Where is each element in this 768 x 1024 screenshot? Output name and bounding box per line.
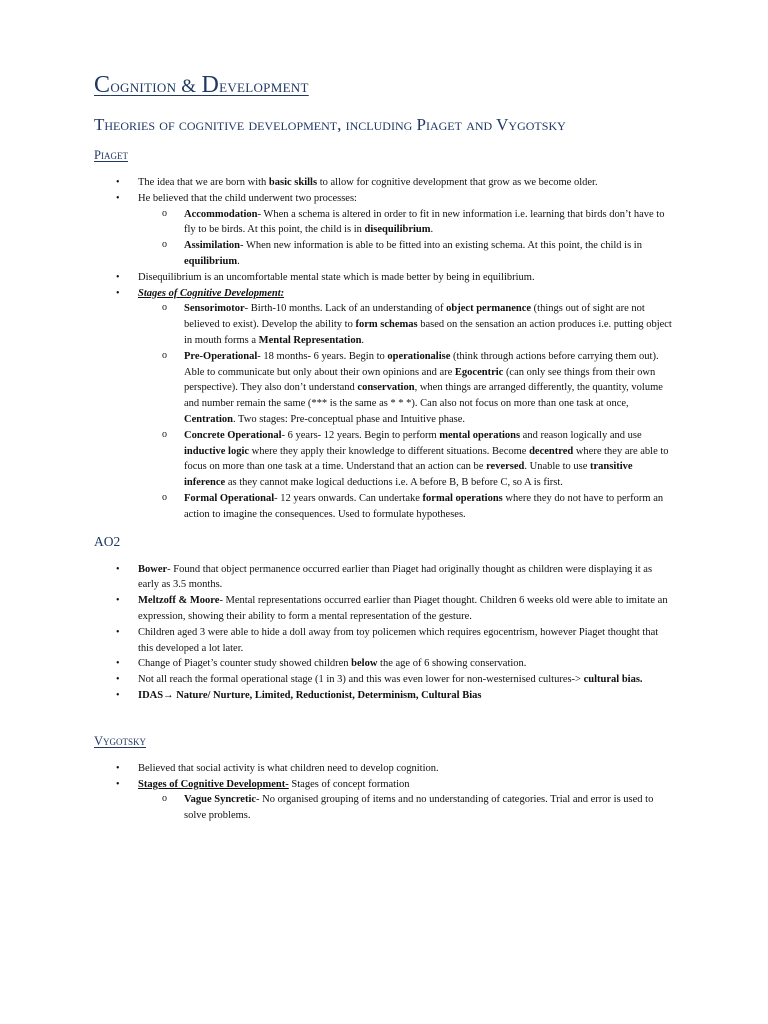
list-item: • Not all reach the formal operational stage (1 in 3) and this was even lower for non-westernised cultures-> cultural bias. [116,674,643,686]
page-subtitle: Theories of cognitive development, including Piaget and Vygotsky [94,115,566,134]
section-heading-vygotsky: Vygotsky [94,733,147,748]
list-item: • Bower- Found that object permanence occurred earlier than Piaget had originally thought as children were displaying it as early as 3.5 months. [116,563,653,591]
sub-list-item: o Assimilation- When new information is able to be fitted into an existing schema. At this point, the child is in equilibrium. [162,239,642,267]
sub-list-item: o Accommodation- When a schema is altered in order to fit in new information i.e. learning that birds don’t have to fly to be birds. At this point, the child is in disequilibrium. [162,207,665,236]
list-item: • Stages of Cognitive Development: o Sensorimotor- Birth-10 months. Lack of an understanding of object permanence (things out of sight are not believed to exist). Develop the ability to form schemas based on the sensation an action produces i.e. putting object in mouth forms a Mental Representation. o Pre-Operational- 18 months- 6 years. Begin to operationalise (think through actions before carrying them out). Able to communicate but only about their own opinions and are Egocentric (can only see things from their own perspective). They also don’t understand conservation, when things are arranged differently, the quantity, volume and number remain the same (*** is the same as * * *). Can also not focus on more than one task at once, Centration. Two stages: Pre-conceptual phase and Intuitive phase. o Concrete Operational- 6 years- 12 years. Begin to perform mental operations and reason logically and use inductive logic where they apply their knowledge to different situations. Become decentred where they are able to focus on more than one task at a time. Understand that an action can be reversed. Unable to use transitive inference as they cannot make logical deductions i.e. A before B, B before C, so A is first. o Formal Operational- 12 years onwards. Can undertake formal operations where they do not have to perform an action to imagine the consequences. Used to formulate hypotheses. [94,286,672,523]
sub-list-item: o Vague Syncretic- No organised grouping of items and no understanding of categories. Trial and error is used to solve problems. [162,793,654,822]
list-item: • He believed that the child underwent two processes: o Accommodation- When a schema is altered in order to fit in new information i.e. learning that birds don’t have to fly to be birds. At this point, the child is in disequilibrium. o Assimilation- When new information is able to be fitted into an existing schema. At this point, the child is in equilibrium. [94,191,672,270]
spacer [94,704,672,724]
list-item: • The idea that we are born with basic skills to allow for cognitive development that grow as we become older. [116,177,598,188]
piaget-list [94,175,672,523]
list-item: • Disequilibrium is an uncomfortable mental state which is made better by being in equilibrium. [116,271,535,283]
list-item: • Change of Piaget’s counter study showed children below the age of 6 showing conservation. [116,658,527,670]
list-item: • Stages of Cognitive Development- Stages of concept formation o Vague Syncretic- No organised grouping of items and no understanding of categories. Trial and error is used to solve problems. [94,777,672,824]
ao2-list [94,562,672,704]
vygotsky-list [94,761,672,824]
list-item: • Meltzoff & Moore- Mental representations occurred earlier than Piaget thought. Children 6 weeks old were able to imitate an expression, showing their ability to form a mental representation of the gesture. [116,595,668,622]
sub-list-item: o Pre-Operational- 18 months- 6 years. Begin to operationalise (think through actions before carrying them out). Able to communicate but only about their own opinions and are Egocentric (can only see things from their own perspective). They also don’t understand conservation, when things are arranged differently, the quantity, volume and number remain the same (*** is the same as * * *). Can also not focus on more than one task at once, Centration. Two stages: Pre-conceptual phase and Intuitive phase. [162,349,663,425]
list-item: • Believed that social activity is what children need to develop cognition. [116,762,439,774]
sub-list-item: o Formal Operational- 12 years onwards. Can undertake formal operations where they do not have to perform an action to imagine the consequences. Used to formulate hypotheses. [162,491,664,520]
section-heading-piaget: Piaget [94,148,128,162]
sub-list-item: o Sensorimotor- Birth-10 months. Lack of an understanding of object permanence (things out of sight are not believed to exist). Develop the ability to form schemas based on the sensation an action produces i.e. putting object in mouth forms a Mental Representation. [162,302,672,346]
section-heading-ao2: AO2 [94,533,121,549]
page-title: Cognition & Development [94,72,309,98]
list-item: • Children aged 3 were able to hide a doll away from toy policemen which requires egocentrism, however Piaget thought that this developed a lot later. [116,626,659,654]
sub-list-item: o Concrete Operational- 6 years- 12 years. Begin to perform mental operations and reason logically and use inductive logic where they apply their knowledge to different situations. Become decentred where they are able to focus on more than one task at a time. Understand that an action can be reversed. Unable to use transitive inference as they cannot make logical deductions i.e. A before B, B before C, so A is first. [162,428,669,489]
list-item: • IDAS→ Nature/ Nurture, Limited, Reductionist, Determinism, Cultural Bias [116,689,482,701]
